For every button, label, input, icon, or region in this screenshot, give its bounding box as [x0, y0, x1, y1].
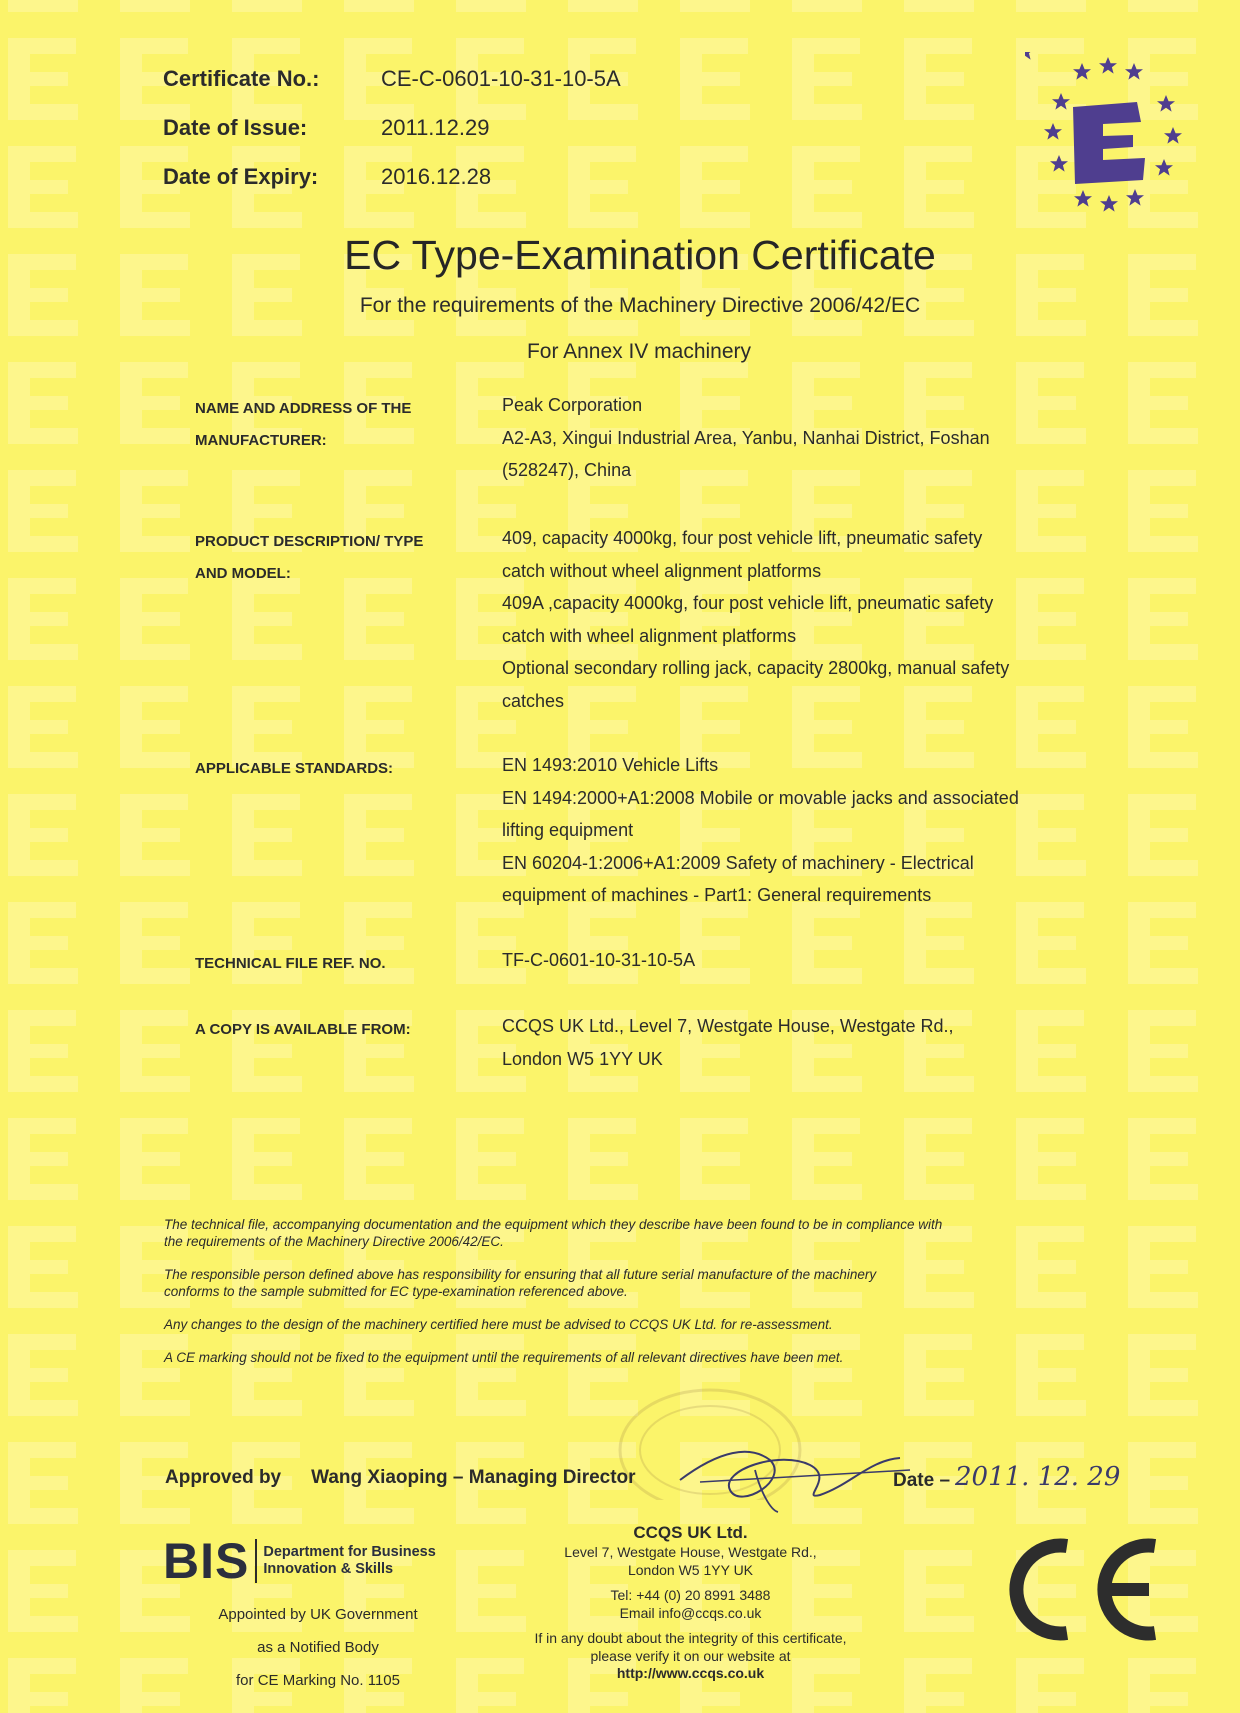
statement	[164, 1316, 1134, 1333]
certificate-number-label: Certificate No.:	[163, 66, 320, 91]
value-line: London W5 1YY UK	[502, 1048, 663, 1069]
value-line: EN 60204-1:2006+A1:2009 Safety of machinery - Electrical	[502, 852, 974, 873]
certificate-number-row	[163, 66, 621, 92]
expiry-date-label: Date of Expiry:	[163, 164, 319, 189]
ccqs-phone: Tel: +44 (0) 20 8991 3488	[610, 1587, 771, 1603]
issue-date-row	[163, 115, 489, 141]
statement-line: conforms to the sample submitted for EC type-examination referenced above.	[164, 1284, 628, 1299]
signature-icon	[660, 1440, 920, 1520]
ccqs-address-line: Level 7, Westgate House, Westgate Rd.,	[564, 1544, 817, 1560]
value-line: equipment of machines - Part1: General requirements	[502, 885, 932, 905]
section-value	[502, 522, 1142, 717]
value-line: Peak Corporation	[502, 395, 643, 415]
value-line: (528247), China	[502, 460, 632, 480]
value-line: 409A ,capacity 4000kg, four post vehicle lift, pneumatic safety	[502, 593, 994, 613]
section-label	[195, 393, 475, 457]
statement-line: A CE marking should not be fixed to the equipment until the requirements of all relevant directives have been met.	[164, 1350, 844, 1365]
statement-line: The technical file, accompanying documentation and the equipment which they describe have been found to be in compliance with	[164, 1217, 943, 1232]
label-line: TECHNICAL FILE REF. NO.	[195, 955, 386, 972]
section-label	[195, 526, 475, 590]
ccqs-email: Email info@ccqs.co.uk	[619, 1604, 762, 1621]
expiry-date: 2016.12.28	[381, 164, 492, 189]
ccqs-verify-line: If in any doubt about the integrity of this certificate,	[534, 1630, 847, 1646]
value-line: 409, capacity 4000kg, four post vehicle lift, pneumatic safety	[502, 528, 983, 548]
ccqs-address-line: London W5 1YY UK	[627, 1561, 754, 1578]
issue-date-label: Date of Issue:	[163, 115, 308, 140]
issue-date: 2011.12.29	[381, 115, 490, 140]
bis-logo: BIS	[163, 1533, 250, 1589]
section-value	[502, 749, 1142, 912]
certificate-title: EC Type-Examination Certificate	[344, 232, 936, 278]
label-line: MANUFACTURER:	[195, 432, 327, 449]
caption-line: as a Notified Body	[257, 1639, 379, 1656]
ccqs-name: CCQS UK Ltd.	[633, 1523, 748, 1542]
e-stars-emblem-icon	[1025, 52, 1185, 217]
certificate-number: CE-C-0601-10-31-10-5A	[381, 66, 621, 91]
label-line: NAME AND ADDRESS OF THE	[195, 400, 412, 417]
ccqs-verify-line: please verify it on our website at	[590, 1647, 791, 1664]
label-line: APPLICABLE STANDARDS:	[195, 760, 394, 777]
spacer	[498, 1622, 883, 1630]
approved-by-line	[165, 1467, 636, 1489]
value-line: Optional secondary rolling jack, capacity 2800kg, manual safety	[502, 658, 1010, 678]
value-line: catch with wheel alignment platforms	[502, 625, 797, 646]
value-line: EN 1493:2010 Vehicle Lifts	[502, 755, 719, 775]
value-line: A2-A3, Xingui Industrial Area, Yanbu, Nanhai District, Foshan	[502, 427, 990, 448]
ccqs-website: http://www.ccqs.co.uk	[616, 1665, 765, 1681]
label-line: PRODUCT DESCRIPTION/ TYPE	[195, 533, 424, 550]
value-line: CCQS UK Ltd., Level 7, Westgate House, Westgate Rd.,	[502, 1016, 954, 1036]
statement	[164, 1216, 1134, 1250]
section-value	[502, 389, 1142, 487]
ce-mark-icon	[1005, 1532, 1170, 1647]
ccqs-contact-block	[498, 1522, 883, 1683]
section-value	[502, 1010, 1142, 1075]
spacer	[498, 1579, 883, 1587]
dept-line: Department for Business	[263, 1544, 436, 1560]
annex-line: For Annex IV machinery	[526, 340, 752, 363]
statement-line: Any changes to the design of the machinery certified here must be advised to CCQS UK Ltd. for re-assessment.	[164, 1317, 833, 1332]
expiry-date-row	[163, 164, 491, 190]
bis-department	[263, 1544, 435, 1578]
section-value	[502, 944, 1142, 977]
caption-line: for CE Marking No. 1105	[236, 1672, 400, 1689]
certificate-subtitle: For the requirements of the Machinery Directive 2006/42/EC	[359, 294, 921, 317]
section-label	[195, 1014, 475, 1046]
approved-by-label: Approved by	[165, 1467, 282, 1488]
label-line: AND MODEL:	[195, 565, 291, 582]
handwritten-date: 2011. 12. 29	[955, 1462, 1121, 1492]
bis-divider	[255, 1539, 257, 1583]
dept-line: Innovation & Skills	[263, 1561, 394, 1577]
label-line: A COPY IS AVAILABLE FROM:	[195, 1021, 411, 1038]
value-line: lifting equipment	[502, 820, 634, 840]
section-label	[195, 753, 475, 785]
statement-line: the requirements of the Machinery Directive 2006/42/EC.	[164, 1234, 504, 1249]
value-line: TF-C-0601-10-31-10-5A	[502, 950, 696, 970]
section-label	[195, 948, 475, 980]
value-line: catch without wheel alignment platforms	[502, 560, 822, 581]
value-line: catches	[502, 690, 565, 711]
statement	[164, 1349, 1134, 1366]
notified-body-caption	[168, 1598, 468, 1697]
bis-logo-block	[163, 1532, 493, 1590]
compliance-statements	[164, 1216, 1134, 1382]
statement-line: The responsible person defined above has responsibility for ensuring that all future serial manufacture of the machinery	[164, 1267, 877, 1282]
value-line: EN 1494:2000+A1:2008 Mobile or movable jacks and associated	[502, 787, 1019, 808]
signer-name: Wang Xiaoping – Managing Director	[311, 1467, 636, 1488]
date-label: Date –	[893, 1470, 951, 1491]
caption-line: Appointed by UK Government	[218, 1606, 418, 1623]
statement	[164, 1266, 1134, 1300]
